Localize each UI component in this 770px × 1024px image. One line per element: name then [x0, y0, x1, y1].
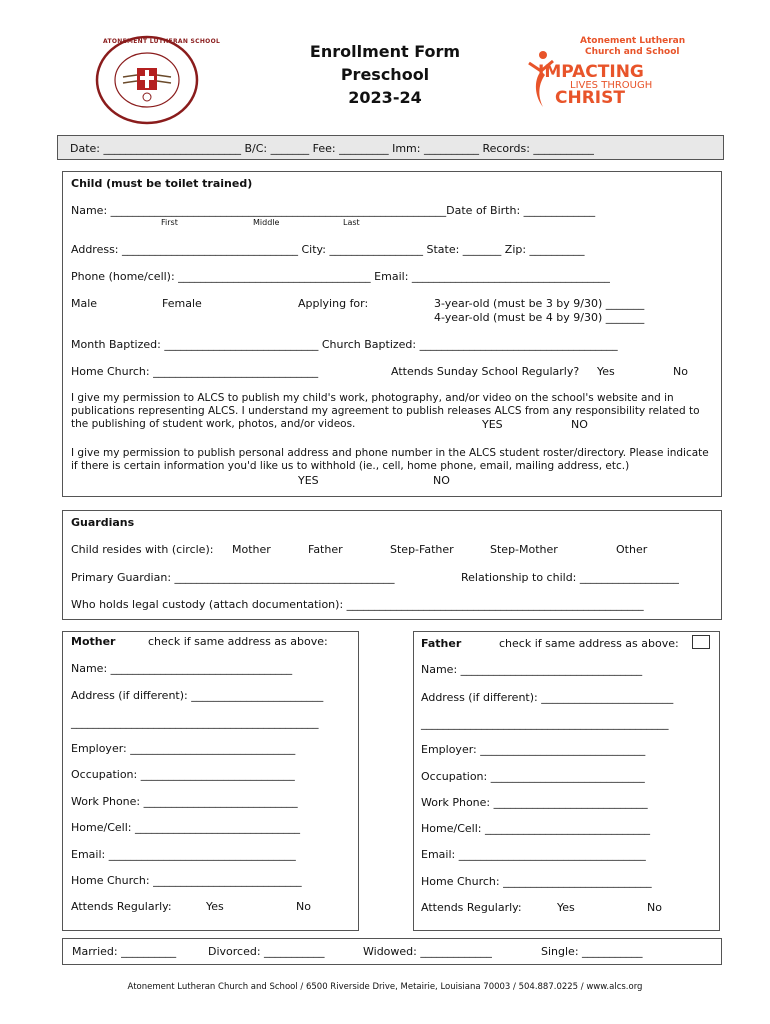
male-option[interactable]: Male — [71, 297, 98, 310]
father-heading: Father — [421, 637, 462, 650]
media-permission-text: I give my permission to ALCS to publish my child's work, photography, and/or video on the school's website and in publications representing ALCS. I understand my agreement to publish releases ALCS from any responsibility related to the publishing of student work, photos, and/or videos. — [71, 392, 700, 430]
father-home-cell-field[interactable]: Home/Cell: ______________________________ — [421, 822, 650, 835]
mother-address-field[interactable]: Address (if different): ________________________ — [71, 689, 324, 702]
resides-step-father[interactable]: Step-Father — [390, 543, 454, 556]
lives-through-text: LIVES THROUGH — [570, 80, 653, 91]
directory-permission-text: I give my permission to publish personal address and phone number in the ALCS student roster/directory. Please indicate if there is certain information you'd like us to withhold (ie., cell, home phone, email, mailing address, etc.) — [71, 447, 709, 472]
relationship-field[interactable]: Relationship to child: __________________ — [461, 571, 679, 584]
mother-address-line2[interactable]: _____________________________________________ — [71, 716, 319, 729]
mother-home-church-field[interactable]: Home Church: ___________________________ — [71, 874, 302, 887]
sunday-school-no[interactable]: No — [673, 365, 688, 378]
impacting-text: IMPACTING — [538, 62, 644, 82]
church-logo — [525, 35, 685, 115]
mother-attends-label: Attends Regularly: — [71, 900, 172, 913]
resides-father[interactable]: Father — [308, 543, 343, 556]
mother-attends-yes[interactable]: Yes — [206, 900, 224, 913]
school-seal-logo — [95, 35, 221, 125]
applying-for-label: Applying for: — [298, 297, 369, 310]
resides-label: Child resides with (circle): — [71, 543, 214, 556]
first-label: First — [161, 218, 178, 227]
father-attends-label: Attends Regularly: — [421, 901, 522, 914]
single-field[interactable]: Single: ___________ — [541, 945, 643, 958]
mother-occupation-field[interactable]: Occupation: ____________________________ — [71, 768, 295, 781]
mother-attends-no[interactable]: No — [296, 900, 311, 913]
father-address-field[interactable]: Address (if different): ________________________ — [421, 691, 674, 704]
father-attends-yes[interactable]: Yes — [557, 901, 575, 914]
child-phone-field[interactable]: Phone (home/cell): ___________________________________ Email: ____________________________________ — [71, 270, 610, 283]
mother-email-field[interactable]: Email: __________________________________ — [71, 848, 296, 861]
mother-home-cell-field[interactable]: Home/Cell: ______________________________ — [71, 821, 300, 834]
father-name-field[interactable]: Name: _________________________________ — [421, 663, 643, 676]
resides-other[interactable]: Other — [616, 543, 648, 556]
christ-text: CHRIST — [555, 88, 625, 108]
female-option[interactable]: Female — [162, 297, 202, 310]
directory-permission-yes[interactable]: YES — [298, 474, 319, 487]
form-subtitle: Preschool — [340, 65, 430, 84]
custody-field[interactable]: Who holds legal custody (attach documentation): ______________________________________________________ — [71, 598, 644, 611]
directory-permission-no[interactable]: NO — [433, 474, 450, 487]
mother-employer-field[interactable]: Employer: ______________________________ — [71, 742, 296, 755]
child-address-field[interactable]: Address: ________________________________ City: _________________ State: _______ Zip: __________ — [71, 243, 585, 256]
father-email-field[interactable]: Email: __________________________________ — [421, 848, 646, 861]
married-field[interactable]: Married: __________ — [72, 945, 177, 958]
mother-same-address-label: check if same address as above: — [148, 635, 328, 648]
widowed-field[interactable]: Widowed: _____________ — [363, 945, 492, 958]
father-employer-field[interactable]: Employer: ______________________________ — [421, 743, 646, 756]
father-same-address-label: check if same address as above: — [499, 637, 679, 650]
divorced-field[interactable]: Divorced: ___________ — [208, 945, 325, 958]
resides-step-mother[interactable]: Step-Mother — [490, 543, 558, 556]
media-permission-no[interactable]: NO — [571, 418, 588, 431]
father-occupation-field[interactable]: Occupation: ____________________________ — [421, 770, 645, 783]
father-same-address-checkbox[interactable] — [692, 635, 710, 649]
mother-heading: Mother — [71, 635, 116, 648]
father-address-line2[interactable]: _____________________________________________ — [421, 717, 669, 730]
child-heading: Child (must be toilet trained) — [71, 177, 253, 190]
father-work-phone-field[interactable]: Work Phone: ____________________________ — [421, 796, 648, 809]
home-church-field[interactable]: Home Church: ______________________________ — [71, 365, 319, 378]
four-year-old-option[interactable]: 4-year-old (must be 4 by 9/30) _______ — [434, 311, 645, 324]
resides-mother[interactable]: Mother — [232, 543, 271, 556]
middle-label: Middle — [253, 218, 280, 227]
sunday-school-label: Attends Sunday School Regularly? — [391, 365, 580, 378]
seal-text: ATONEMENT LUTHERAN SCHOOL — [103, 38, 221, 45]
mother-work-phone-field[interactable]: Work Phone: ____________________________ — [71, 795, 298, 808]
office-use-line[interactable]: Date: _________________________ B/C: _______ Fee: _________ Imm: __________ Records: ___________ — [70, 142, 594, 155]
child-name-field[interactable]: Name: _____________________________________________________________Date of Birth: _____________ — [71, 204, 596, 217]
father-home-church-field[interactable]: Home Church: ___________________________ — [421, 875, 652, 888]
guardians-heading: Guardians — [71, 516, 135, 529]
media-permission-yes[interactable]: YES — [482, 418, 503, 431]
sunday-school-yes[interactable]: Yes — [597, 365, 615, 378]
father-attends-no[interactable]: No — [647, 901, 662, 914]
footer-address: Atonement Lutheran Church and School / 6500 Riverside Drive, Metairie, Louisiana 70003 / 504.887.0225 / www.alcs.org — [127, 982, 643, 992]
form-title: Enrollment Form — [309, 42, 461, 61]
three-year-old-option[interactable]: 3-year-old (must be 3 by 9/30) _______ — [434, 297, 645, 310]
baptism-field[interactable]: Month Baptized: ____________________________ Church Baptized: ____________________________________ — [71, 338, 618, 351]
logo-line1: Atonement Lutheran — [580, 36, 686, 46]
mother-name-field[interactable]: Name: _________________________________ — [71, 662, 293, 675]
last-label: Last — [343, 218, 360, 227]
school-year: 2023-24 — [348, 88, 422, 107]
logo-line2: Church and School — [585, 47, 680, 57]
primary-guardian-field[interactable]: Primary Guardian: ________________________________________ — [71, 571, 395, 584]
